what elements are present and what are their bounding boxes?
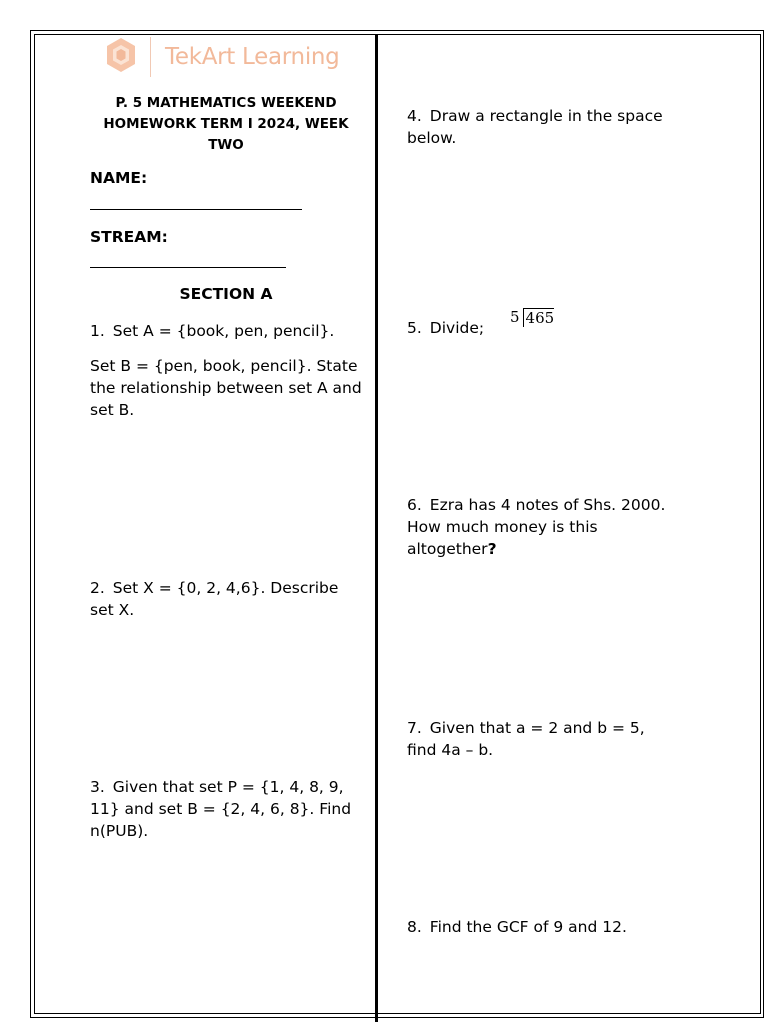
stream-line	[90, 267, 286, 268]
logo-text: TekArt Learning	[165, 44, 340, 70]
section-heading: SECTION A	[179, 285, 273, 303]
question-number: 2.	[90, 579, 105, 597]
question-number: 4.	[407, 107, 422, 125]
question-4	[407, 105, 672, 149]
question-7	[407, 717, 669, 761]
question-text: Given that a = 2 and b = 5, find 4a – b.	[407, 719, 645, 759]
question-text: Find the GCF of 9 and 12.	[429, 918, 627, 936]
stream-label: STREAM:	[90, 228, 168, 246]
question-number: 8.	[407, 918, 422, 936]
homework-title: P. 5 MATHEMATICS WEEKEND HOMEWORK TERM I 2024, WEEK TWO	[103, 95, 349, 153]
question-6	[407, 494, 667, 560]
name-label: NAME:	[90, 169, 148, 187]
divisor: 5	[510, 308, 520, 326]
hexagon-logo-icon	[104, 36, 138, 78]
name-line	[90, 209, 302, 210]
question-8	[407, 916, 672, 938]
question-number: 7.	[407, 719, 422, 737]
question-2	[90, 577, 365, 621]
long-division-expression	[510, 308, 554, 327]
question-number: 3.	[90, 778, 105, 796]
question-text: Set X = {0, 2, 4,6}. Describe set X.	[90, 579, 339, 619]
logo-separator	[150, 37, 151, 77]
question-number: 5.	[407, 319, 422, 337]
question-number: 6.	[407, 496, 422, 514]
question-text: Set A = {book, pen, pencil}.	[112, 322, 335, 340]
dividend: 465	[523, 308, 555, 327]
question-text: Given that set P = {1, 4, 8, 9, 11} and set B = {2, 4, 6, 8}. Find n(PUB).	[90, 778, 352, 840]
logo	[104, 36, 339, 78]
question-1-extra: Set B = {pen, book, pencil}. State the relationship between set A and set B.	[90, 357, 362, 419]
question-1	[90, 320, 365, 342]
question-emphasis: ?	[487, 540, 497, 558]
question-text: Ezra has 4 notes of Shs. 2000. How much money is this altogether	[407, 496, 666, 558]
question-number: 1.	[90, 322, 105, 340]
question-text: Draw a rectangle in the space below.	[407, 107, 663, 147]
question-text: Divide;	[429, 319, 485, 337]
question-3	[90, 776, 370, 842]
column-divider	[375, 34, 378, 1022]
